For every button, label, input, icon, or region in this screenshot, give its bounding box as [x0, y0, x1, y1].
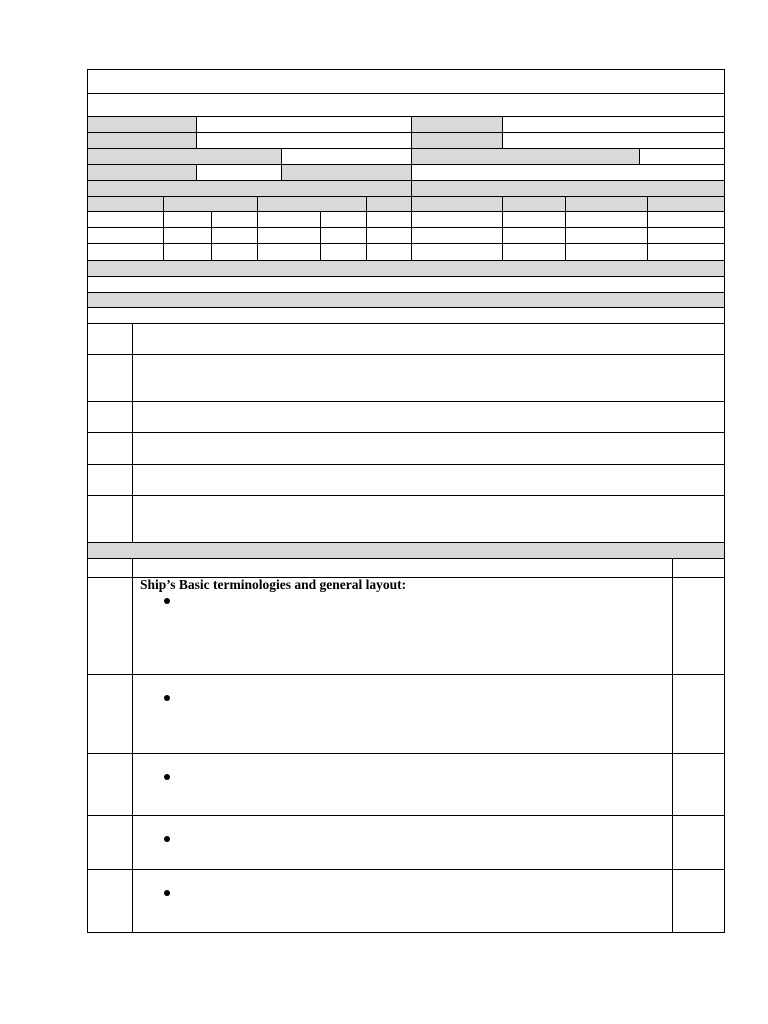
header-row-4-cell-4: [411, 164, 725, 180]
data-row-3-cell-8: [502, 243, 565, 260]
data-row-3-cell-4: [257, 243, 320, 260]
header-row-2-cell-1: [87, 132, 196, 148]
section-body-2-cell-1: [87, 307, 725, 323]
form-subtitle-row-cell-1: [87, 93, 725, 116]
header-row-4-cell-3: [281, 164, 411, 180]
objective-row-2-cell-1: [87, 354, 132, 401]
header-row-3-cell-4: [639, 148, 725, 164]
topics-header-row-cell-3: [672, 558, 725, 577]
bullet-point-1: [164, 598, 170, 604]
topic-row-1-cell-3: [672, 577, 725, 674]
header-row-4-cell-1: [87, 164, 196, 180]
objective-row-1-cell-2: [132, 323, 725, 354]
topic-row-4-cell-3: [672, 815, 725, 869]
objective-row-4-cell-2: [132, 432, 725, 464]
header-row-2-cell-3: [411, 132, 502, 148]
header-row-3-cell-1: [87, 148, 281, 164]
data-row-1-cell-2: [163, 211, 211, 227]
data-row-2-cell-1: [87, 227, 163, 243]
data-row-1-cell-10: [647, 211, 725, 227]
section-body-1-cell-1: [87, 276, 725, 292]
objective-row-3-cell-1: [87, 401, 132, 432]
topics-header-row-cell-2: [132, 558, 672, 577]
data-row-1-cell-3: [211, 211, 257, 227]
column-header-row-cell-1: [87, 196, 163, 211]
data-row-3-cell-7: [411, 243, 502, 260]
objective-row-2-cell-2: [132, 354, 725, 401]
column-header-row-cell-5: [411, 196, 502, 211]
topic-row-4-cell-1: [87, 815, 132, 869]
topic-row-2-cell-2: [132, 674, 672, 753]
data-row-1-cell-7: [411, 211, 502, 227]
objective-row-6-cell-1: [87, 495, 132, 542]
data-row-2-cell-2: [163, 227, 211, 243]
bullet-point-2: [164, 695, 170, 701]
header-row-4-cell-2: [196, 164, 281, 180]
topic-row-2-cell-3: [672, 674, 725, 753]
data-row-2-cell-4: [257, 227, 320, 243]
section-header-row-cell-1: [87, 180, 411, 196]
topic-heading: Ship’s Basic terminologies and general layout:: [140, 577, 407, 592]
header-row-1-cell-4: [502, 116, 725, 132]
data-row-1-cell-6: [366, 211, 411, 227]
objective-row-5-cell-2: [132, 464, 725, 495]
data-row-2-cell-3: [211, 227, 257, 243]
topic-row-2-cell-1: [87, 674, 132, 753]
column-header-row-cell-3: [257, 196, 366, 211]
column-header-row-cell-4: [366, 196, 411, 211]
bullet-point-4: [164, 836, 170, 842]
data-row-3-cell-2: [163, 243, 211, 260]
objective-row-5-cell-1: [87, 464, 132, 495]
column-header-row-cell-6: [502, 196, 565, 211]
data-row-1-cell-4: [257, 211, 320, 227]
topic-row-3-cell-3: [672, 753, 725, 815]
header-row-1-cell-3: [411, 116, 502, 132]
data-row-2-cell-7: [411, 227, 502, 243]
topics-section-bar-cell-1: [87, 542, 725, 558]
header-row-3-cell-3: [411, 148, 639, 164]
data-row-2-cell-6: [366, 227, 411, 243]
topic-row-5-cell-3: [672, 869, 725, 933]
data-row-3-cell-10: [647, 243, 725, 260]
data-row-2-cell-5: [320, 227, 366, 243]
column-header-row-cell-2: [163, 196, 257, 211]
header-row-2-cell-2: [196, 132, 411, 148]
topic-row-3-cell-1: [87, 753, 132, 815]
objective-row-6-cell-2: [132, 495, 725, 542]
column-header-row-cell-7: [565, 196, 647, 211]
section-bar-1-cell-1: [87, 260, 725, 276]
section-bar-2-cell-1: [87, 292, 725, 307]
data-row-2-cell-10: [647, 227, 725, 243]
header-row-1-cell-2: [196, 116, 411, 132]
topic-row-4-cell-2: [132, 815, 672, 869]
section-header-row-cell-2: [411, 180, 725, 196]
objective-row-4-cell-1: [87, 432, 132, 464]
data-row-1-cell-5: [320, 211, 366, 227]
topic-row-3-cell-2: [132, 753, 672, 815]
bullet-point-5: [164, 890, 170, 896]
header-row-1-cell-1: [87, 116, 196, 132]
header-row-2-cell-4: [502, 132, 725, 148]
data-row-2-cell-9: [565, 227, 647, 243]
data-row-3-cell-9: [565, 243, 647, 260]
data-row-3-cell-6: [366, 243, 411, 260]
bullet-point-3: [164, 774, 170, 780]
form-title-row-cell-1: [87, 69, 725, 93]
objective-row-1-cell-1: [87, 323, 132, 354]
data-row-3-cell-5: [320, 243, 366, 260]
data-row-3-cell-3: [211, 243, 257, 260]
column-header-row-cell-8: [647, 196, 725, 211]
topics-header-row-cell-1: [87, 558, 132, 577]
data-row-1-cell-9: [565, 211, 647, 227]
topic-row-1-cell-1: [87, 577, 132, 674]
topic-row-5-cell-1: [87, 869, 132, 933]
objective-row-3-cell-2: [132, 401, 725, 432]
data-row-2-cell-8: [502, 227, 565, 243]
header-row-3-cell-2: [281, 148, 411, 164]
data-row-1-cell-8: [502, 211, 565, 227]
data-row-1-cell-1: [87, 211, 163, 227]
data-row-3-cell-1: [87, 243, 163, 260]
topic-row-5-cell-2: [132, 869, 672, 933]
